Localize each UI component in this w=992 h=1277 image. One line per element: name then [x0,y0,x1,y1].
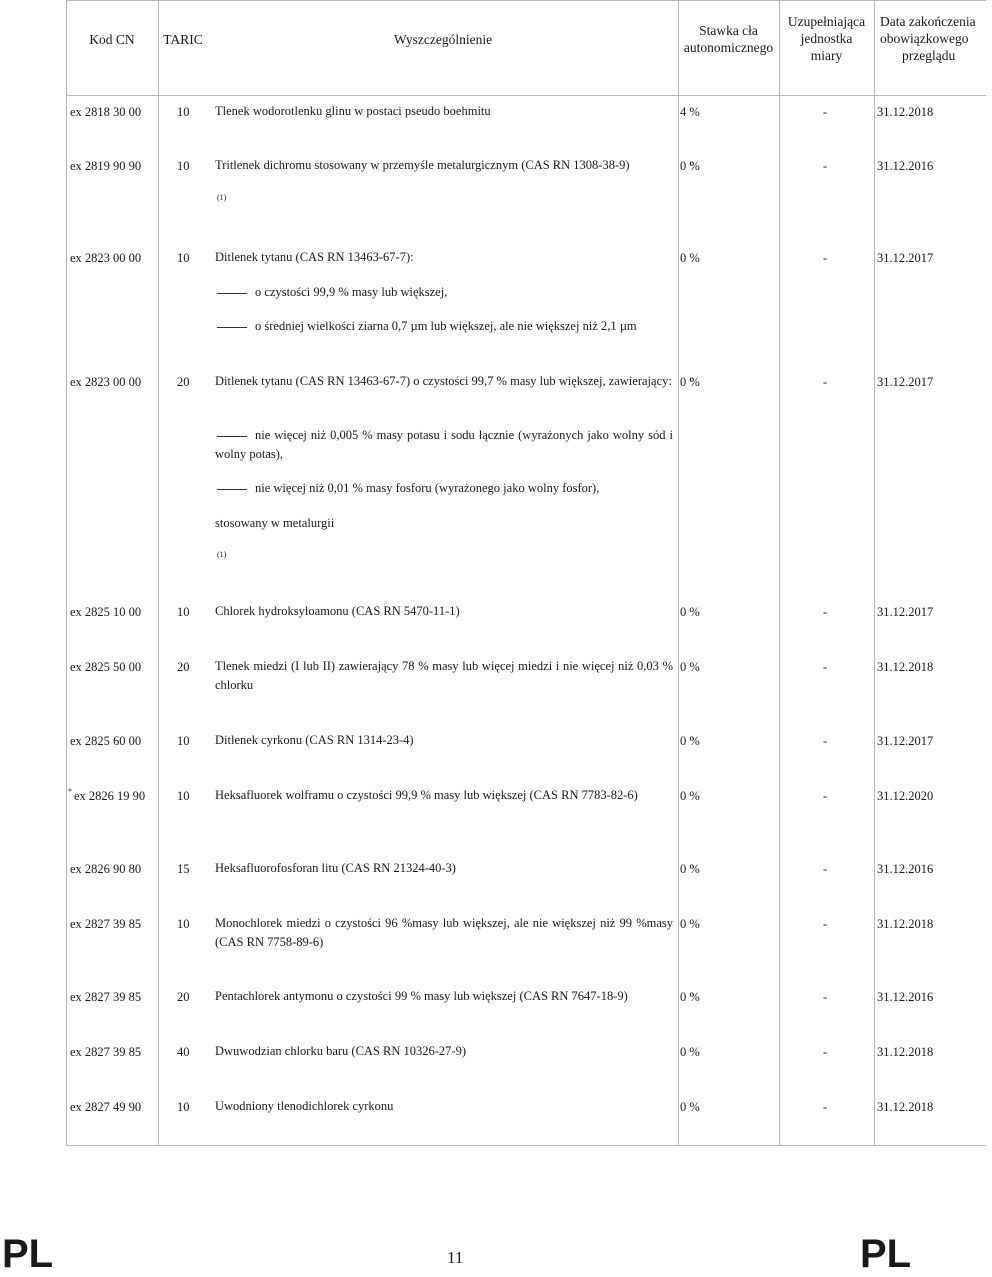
description: Uwodniony tlenodichlorek cyrkonu [215,1099,394,1113]
supplementary-unit: - [823,990,828,1004]
taric-code: 20 [177,375,190,389]
supplementary-unit: - [823,789,828,803]
description: Heksafluorek wolframu o czystości 99,9 % masy lub większej (CAS RN 7783-82-6) [215,788,638,802]
cn-code: ex 2826 19 90 [74,789,146,803]
review-date: 31.12.2018 [877,660,934,674]
header-duty-rate-line1: Stawka cła [699,23,758,38]
review-date: 31.12.2018 [877,917,934,931]
cn-code: ex 2819 90 90 [70,159,142,173]
supplementary-unit: - [823,862,828,876]
description: Monochlorek miedzi o czystości 96 %masy lub większej, ale nie większej niż 99 %masy (CAS RN 7758-89-6) [215,916,673,949]
amendment-star: * [68,787,72,796]
supplementary-unit: - [823,917,828,931]
supplementary-unit: - [823,105,828,119]
sub-item-text: nie więcej niż 0,005 % masy potasu i sodu łącznie (wyrażonych jako wolny sód i wolny potas), [215,428,673,461]
dash-marker [217,293,247,294]
taric-code: 40 [177,1045,190,1059]
taric-code: 10 [177,159,190,173]
cn-code: ex 2827 39 85 [70,990,142,1004]
header-divider [66,95,986,96]
description: Tlenek wodorotlenku glinu w postaci pseudo boehmitu [215,104,491,118]
taric-code: 15 [177,862,190,876]
duty-rate: 0 % [680,862,700,876]
review-date: 31.12.2016 [877,990,934,1004]
cn-code: ex 2823 00 00 [70,251,142,265]
sub-item [215,283,673,302]
usage-text: stosowany w metalurgii [215,516,335,530]
cn-code: ex 2825 10 00 [70,605,142,619]
review-date: 31.12.2017 [877,251,934,265]
header-unit-line2: jednostka [800,31,853,46]
cn-code: ex 2823 00 00 [70,375,142,389]
review-date: 31.12.2016 [877,159,934,173]
header-description: Wyszczególnienie [393,32,493,47]
sub-item [215,317,685,336]
footnote-ref: (1) [217,193,227,202]
dash-marker [217,489,247,490]
taric-code: 20 [177,990,190,1004]
description: Tritlenek dichromu stosowany w przemyśle metalurgicznym (CAS RN 1308-38-9) [215,158,630,172]
sub-item-text: o średniej wielkości ziarna 0,7 µm lub większej, ale nie większej niż 2,1 µm [255,319,637,333]
supplementary-unit: - [823,1045,828,1059]
tariff-table [66,0,986,1146]
review-date: 31.12.2016 [877,862,934,876]
description: Heksafluorofosforan litu (CAS RN 21324-40-3) [215,861,456,875]
review-date: 31.12.2018 [877,1100,934,1114]
sub-item [215,479,673,498]
duty-rate: 0 % [680,660,700,674]
review-date: 31.12.2017 [877,605,934,619]
header-unit [779,13,874,64]
taric-code: 10 [177,251,190,265]
description: Tlenek miedzi (I lub II) zawierający 78 % masy lub więcej miedzi i nie więcej niż 0,03 % chlorku [215,659,673,692]
duty-rate: 0 % [680,605,700,619]
footer-language-right: PL [860,1232,912,1276]
cn-code: ex 2827 49 90 [70,1100,142,1114]
duty-rate: 0 % [680,917,700,931]
header-kod-cn: Kod CN [89,32,135,47]
cn-code: ex 2818 30 00 [70,105,142,119]
review-date: 31.12.2018 [877,105,934,119]
duty-rate: 0 % [680,159,700,173]
taric-code: 10 [177,105,190,119]
header-review-date-line1: Data zakończenia [880,14,976,29]
header-taric: TARIC [163,32,203,47]
duty-rate: 0 % [680,1100,700,1114]
header-unit-line1: Uzupełniająca [787,14,866,29]
description: Pentachlorek antymonu o czystości 99 % masy lub większej (CAS RN 7647-18-9) [215,989,628,1003]
review-date: 31.12.2017 [877,375,934,389]
duty-rate: 4 % [680,105,700,119]
cn-code: ex 2827 39 85 [70,1045,142,1059]
page-number: 11 [447,1248,464,1267]
header-review-date [874,13,992,64]
duty-rate: 0 % [680,375,700,389]
supplementary-unit: - [823,1100,828,1114]
supplementary-unit: - [823,251,828,265]
col-divider [874,0,875,1146]
duty-rate: 0 % [680,990,700,1004]
taric-code: 10 [177,734,190,748]
footer-language-left: PL [2,1232,54,1276]
header-unit-line3: miary [810,48,843,63]
review-date: 31.12.2020 [877,789,934,803]
cn-code: ex 2825 60 00 [70,734,142,748]
col-divider [158,0,159,1146]
description: Ditlenek cyrkonu (CAS RN 1314-23-4) [215,733,414,747]
header-duty-rate-line2: autonomicznego [683,40,774,55]
description: Ditlenek tytanu (CAS RN 13463-67-7) o czystości 99,7 % masy lub większej, zawierający: [215,374,672,388]
supplementary-unit: - [823,660,828,674]
sub-item-text: o czystości 99,9 % masy lub większej, [255,285,448,299]
header-review-date-line3: przeglądu [902,48,956,63]
description: Chlorek hydroksyloamonu (CAS RN 5470-11-1) [215,604,460,618]
taric-code: 10 [177,789,190,803]
duty-rate: 0 % [680,734,700,748]
taric-code: 10 [177,1100,190,1114]
description: Ditlenek tytanu (CAS RN 13463-67-7): [215,250,414,264]
col-divider [678,0,679,1146]
taric-code: 10 [177,917,190,931]
supplementary-unit: - [823,375,828,389]
cn-code: ex 2826 90 80 [70,862,142,876]
taric-code: 10 [177,605,190,619]
supplementary-unit: - [823,605,828,619]
cn-code: ex 2827 39 85 [70,917,142,931]
header-review-date-line2: obowiązkowego [880,31,969,46]
cn-code: ex 2825 50 00 [70,660,142,674]
header-duty-rate [678,22,779,56]
taric-code: 20 [177,660,190,674]
review-date: 31.12.2018 [877,1045,934,1059]
duty-rate: 0 % [680,789,700,803]
duty-rate: 0 % [680,251,700,265]
supplementary-unit: - [823,159,828,173]
description: Dwuwodzian chlorku baru (CAS RN 10326-27-9) [215,1044,467,1058]
supplementary-unit: - [823,734,828,748]
footnote-ref: (1) [217,550,227,559]
duty-rate: 0 % [680,1045,700,1059]
sub-item [215,426,673,464]
sub-item-text: nie więcej niż 0,01 % masy fosforu (wyrażonego jako wolny fosfor), [255,481,600,495]
col-divider [779,0,780,1146]
review-date: 31.12.2017 [877,734,934,748]
dash-marker [217,436,247,437]
dash-marker [217,327,247,328]
